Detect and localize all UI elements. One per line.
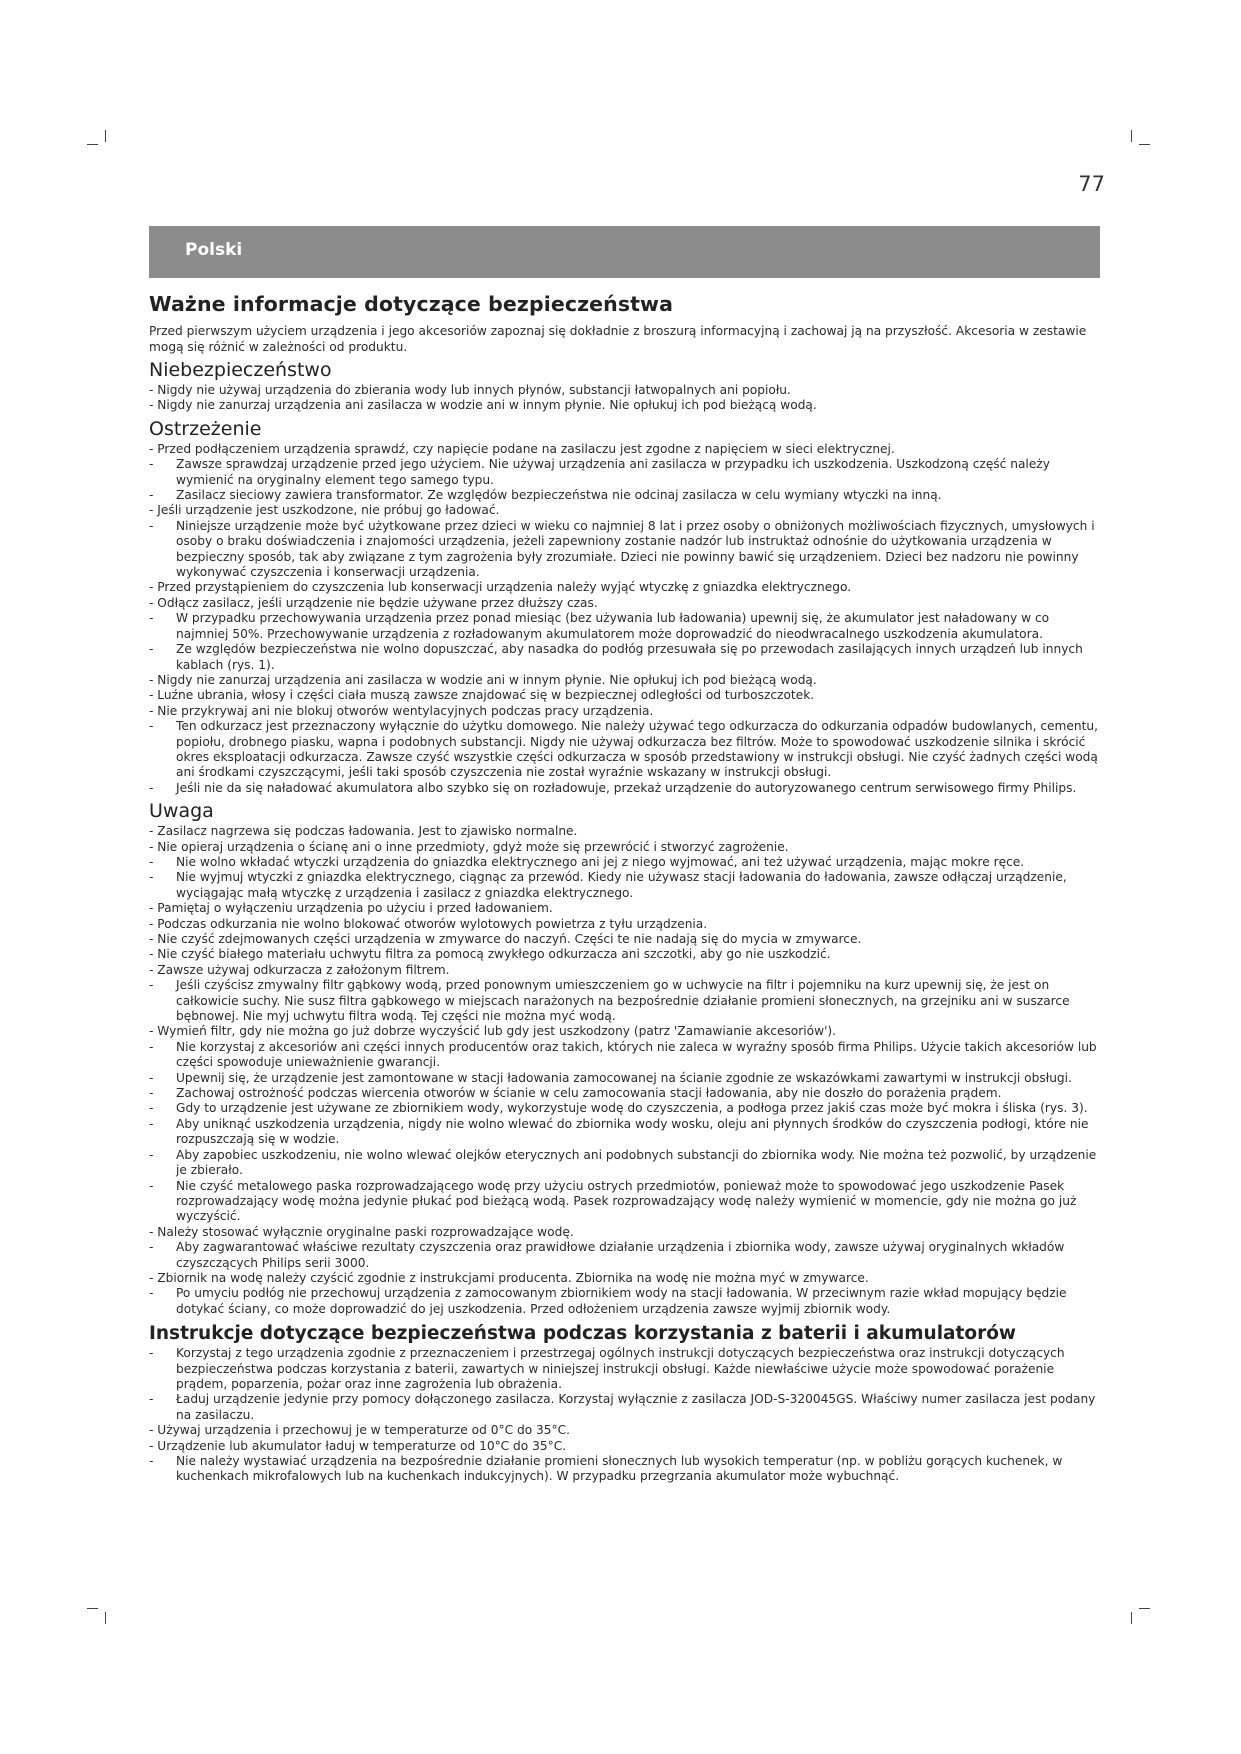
list-item: - Zasilacz sieciowy zawiera transformator. Ze względów bezpieczeństwa nie odcinaj zasilacza w celu wymiany wtyczki na inną. (149, 488, 1100, 503)
list-item: - Nie należy wystawiać urządzenia na bezpośrednie działanie promieni słonecznych lub wysokich temperatur (np. w pobliżu gorących kuchenek, w kuchenkach mikrofalowych lub na kuchenkach indukcyjnych). W przypadku przegrzania akumulator może wybuchnąć. (149, 1454, 1100, 1485)
list-item: - Nigdy nie używaj urządzenia do zbierania wody lub innych płynów, substancji łatwopalnych ani popiołu. (149, 383, 1100, 398)
crop-mark-bottom-right-v (1131, 1612, 1132, 1624)
list-item: - Zasilacz nagrzewa się podczas ładowania. Jest to zjawisko normalne. (149, 824, 1100, 839)
list-item: - W przypadku przechowywania urządzenia przez ponad miesiąc (bez używania lub ładowania) upewnij się, że akumulator jest naładowany w co najmniej 50%. Przechowywanie urządzenia z rozładowanym akumulatorem może doprowadzić do nieodwracalnego uszkodzenia akumulatora. (149, 611, 1100, 642)
list-item: - Aby zagwarantować właściwe rezultaty czyszczenia oraz prawidłowe działanie urządzenia i zbiornika wody, zawsze używaj oryginalnych wkładów czyszczących Philips serii 3000. (149, 1240, 1100, 1271)
list-item: - Zachowaj ostrożność podczas wiercenia otworów w ścianie w celu zamocowania stacji ładowania, aby nie doszło do porażenia prądem. (149, 1086, 1100, 1101)
crop-mark-bottom-left-h (87, 1608, 98, 1609)
section-heading-warning: Ostrzeżenie (149, 417, 262, 440)
list-item: - Zawsze sprawdzaj urządzenie przed jego użyciem. Nie używaj urządzenia ani zasilacza w przypadku ich uszkodzenia. Uszkodzoną część należy wymienić na oryginalny element tego samego typu. (149, 457, 1100, 488)
list-item: - Nie czyść zdejmowanych części urządzenia w zmywarce do naczyń. Części te nie nadają się do mycia w zmywarce. (149, 932, 1100, 947)
document-body (149, 290, 1100, 1485)
list-item: - Zbiornik na wodę należy czyścić zgodnie z instrukcjami producenta. Zbiornika na wodę nie można myć w zmywarce. (149, 1271, 1100, 1286)
list-item: - Gdy to urządzenie jest używane ze zbiornikiem wody, wykorzystuje wodę do czyszczenia, a podłoga przez jakiś czas może być mokra i śliska (rys. 3). (149, 1101, 1100, 1116)
list-item: - Aby zapobiec uszkodzeniu, nie wolno wlewać olejków eterycznych ani podobnych substancji do zbiornika wody. Nie można też pozwolić, by urządzenie je zbierało. (149, 1148, 1100, 1179)
list-item: - Nigdy nie zanurzaj urządzenia ani zasilacza w wodzie ani w innym płynie. Nie opłukuj ich pod bieżącą wodą. (149, 398, 1100, 413)
list-item: - Ze względów bezpieczeństwa nie wolno dopuszczać, aby nasadka do podłóg przesuwała się po przewodach zasilających innych urządzeń lub innych kablach (rys. 1). (149, 642, 1100, 673)
list-item: - Po umyciu podłóg nie przechowuj urządzenia z zamocowanym zbiornikiem wody na stacji ładowania. W przeciwnym razie wkład mopujący będzie dotykać ściany, co może doprowadzić do jej uszkodzenia. Przed odłożeniem urządzenia zawsze wyjmij zbiornik wody. (149, 1286, 1100, 1317)
list-item: - Nie czyść metalowego paska rozprowadzającego wodę przy użyciu ostrych przedmiotów, ponieważ może to spowodować jego uszkodzenie Pasek rozprowadzający wodę można jedynie płukać pod bieżącą wodą. Pasek rozprowadzający wodę należy wymienić w momencie, gdy nie można go już wyczyścić. (149, 1179, 1100, 1225)
list-item: - Upewnij się, że urządzenie jest zamontowane w stacji ładowania zamocowanej na ścianie zgodnie ze wskazówkami zawartymi w instrukcji obsługi. (149, 1071, 1100, 1086)
section-heading-danger: Niebezpieczeństwo (149, 359, 332, 381)
list-item: - Nie korzystaj z akcesoriów ani części innych producentów oraz takich, których nie zaleca w wyraźny sposób firma Philips. Użycie takich akcesoriów lub części spowoduje unieważnienie gwarancji. (149, 1040, 1100, 1071)
intro-paragraph: Przed pierwszym użyciem urządzenia i jego akcesoriów zapoznaj się dokładnie z broszurą informacyjną i zachowaj ją na przyszłość. Akcesoria w zestawie mogą się różnić w zależności od produktu. (149, 324, 1087, 354)
list-item: - Jeśli urządzenie jest uszkodzone, nie próbuj go ładować. (149, 503, 1100, 518)
warning-list (149, 442, 1100, 796)
list-item: - Pamiętaj o wyłączeniu urządzenia po użyciu i przed ładowaniem. (149, 901, 1100, 916)
crop-mark-top-right-h (1139, 144, 1150, 145)
crop-mark-bottom-right-h (1139, 1608, 1150, 1609)
list-item: - Niniejsze urządzenie może być użytkowane przez dzieci w wieku co najmniej 8 lat i przez osoby o obniżonych możliwościach fizycznych, umysłowych i osoby o braku doświadczenia i znajomości urządzenia, jeżeli zapewniony zostanie nadzór lub instruktaż odnośnie do użytkowania urządzenia w bezpieczny sposób, tak aby związane z tym zagrożenia były zrozumiałe. Dzieci nie powinny bawić się urządzeniem. Dzieci bez nadzoru nie powinny wykonywać czyszczenia i konserwacji urządzenia. (149, 519, 1100, 581)
list-item: - Nie czyść białego materiału uchwytu filtra za pomocą zwykłego odkurzacza ani szczotki, aby go nie uszkodzić. (149, 947, 1100, 962)
page-number: 77 (1078, 172, 1105, 196)
list-item: - Przed podłączeniem urządzenia sprawdź, czy napięcie podane na zasilaczu jest zgodne z napięciem w sieci elektrycznej. (149, 442, 1100, 457)
list-item: - Korzystaj z tego urządzenia zgodnie z przeznaczeniem i przestrzegaj ogólnych instrukcji dotyczących bezpieczeństwa oraz instrukcji dotyczących bezpieczeństwa podczas korzystania z baterii, zawartych w niniejszej instrukcji obsługi. Każde niewłaściwe użycie może spowodować porażenie prądem, poparzenia, pożar oraz inne zagrożenia lub obrażenia. (149, 1346, 1100, 1392)
list-item: - Nie wolno wkładać wtyczki urządzenia do gniazdka elektrycznego ani jej z niego wyjmować, ani też używać urządzenia, mając mokre ręce. (149, 855, 1100, 870)
battery-list (149, 1346, 1100, 1485)
list-item: - Zawsze używaj odkurzacza z założonym filtrem. (149, 963, 1100, 978)
list-item: - Urządzenie lub akumulator ładuj w temperaturze od 10°C do 35°C. (149, 1439, 1100, 1454)
section-heading-caution: Uwaga (149, 800, 214, 823)
document-title: Ważne informacje dotyczące bezpieczeństwa (149, 292, 674, 316)
list-item: - Podczas odkurzania nie wolno blokować otworów wylotowych powietrza z tyłu urządzenia. (149, 917, 1100, 932)
list-item: - Luźne ubrania, włosy i części ciała muszą zawsze znajdować się w bezpiecznej odległości od turboszczotek. (149, 688, 1100, 703)
danger-list (149, 383, 1100, 414)
list-item: - Nie przykrywaj ani nie blokuj otworów wentylacyjnych podczas pracy urządzenia. (149, 704, 1100, 719)
section-heading-battery: Instrukcje dotyczące bezpieczeństwa podczas korzystania z baterii i akumulatorów (149, 1323, 1017, 1345)
list-item: - Odłącz zasilacz, jeśli urządzenie nie będzie używane przez dłuższy czas. (149, 596, 1100, 611)
list-item: - Należy stosować wyłącznie oryginalne paski rozprowadzające wodę. (149, 1225, 1100, 1240)
crop-mark-bottom-left-v (105, 1612, 106, 1624)
list-item: - Ten odkurzacz jest przeznaczony wyłącznie do użytku domowego. Nie należy używać tego odkurzacza do odkurzania odpadów budowlanych, cementu, popiołu, drobnego piasku, wapna i podobnych substancji. Nigdy nie używaj odkurzacza bez filtrów. Może to spowodować uszkodzenie silnika i skrócić okres eksploatacji odkurzacza. Zawsze czyść wszystkie części odkurzacza w sposób przedstawiony w instrukcji obsługi. Nie czyść żadnych części wodą ani środkami czyszczącymi, jeśli taki sposób czyszczenia nie został wyraźnie wskazany w instrukcji obsługi. (149, 719, 1100, 781)
list-item: - Nie opieraj urządzenia o ścianę ani o inne przedmioty, gdyż może się przewrócić i stworzyć zagrożenie. (149, 840, 1100, 855)
caution-list (149, 824, 1100, 1317)
crop-mark-top-right-v (1131, 130, 1132, 142)
list-item: - Nie wyjmuj wtyczki z gniazdka elektrycznego, ciągnąc za przewód. Kiedy nie używasz stacji ładowania do ładowania, zawsze odłączaj urządzenie, wyciągając małą wtyczkę z urządzenia i zasilacz z gniazdka elektrycznego. (149, 870, 1100, 901)
list-item: - Aby uniknąć uszkodzenia urządzenia, nigdy nie wolno wlewać do zbiornika wody wosku, oleju ani płynnych środków do czyszczenia podłogi, które nie rozpuszczają się w wodzie. (149, 1117, 1100, 1148)
language-label: Polski (185, 240, 243, 260)
list-item: - Wymień filtr, gdy nie można go już dobrze wyczyścić lub gdy jest uszkodzony (patrz 'Zamawianie akcesoriów'). (149, 1024, 1100, 1039)
list-item: - Jeśli czyścisz zmywalny filtr gąbkowy wodą, przed ponownym umieszczeniem go w uchwycie na filtr i pojemniku na kurz upewnij się, że jest on całkowicie suchy. Nie susz filtra gąbkowego w miejscach narażonych na bezpośrednie działanie promieni słonecznych, na grzejniku ani w suszarce bębnowej. Nie myj uchwytu filtra wodą. Tej części nie można myć wodą. (149, 978, 1100, 1024)
list-item: - Ładuj urządzenie jedynie przy pomocy dołączonego zasilacza. Korzystaj wyłącznie z zasilacza JOD-S-320045GS. Właściwy numer zasilacza jest podany na zasilaczu. (149, 1392, 1100, 1423)
list-item: - Nigdy nie zanurzaj urządzenia ani zasilacza w wodzie ani w innym płynie. Nie opłukuj ich pod bieżącą wodą. (149, 673, 1100, 688)
list-item: - Jeśli nie da się naładować akumulatora albo szybko się on rozładowuje, przekaż urządzenie do autoryzowanego centrum serwisowego firmy Philips. (149, 781, 1100, 796)
language-header-bar (149, 226, 1100, 278)
list-item: - Używaj urządzenia i przechowuj je w temperaturze od 0°C do 35°C. (149, 1423, 1100, 1438)
crop-mark-top-left-v (105, 130, 106, 142)
list-item: - Przed przystąpieniem do czyszczenia lub konserwacji urządzenia należy wyjąć wtyczkę z gniazdka elektrycznego. (149, 580, 1100, 595)
crop-mark-top-left-h (87, 144, 98, 145)
